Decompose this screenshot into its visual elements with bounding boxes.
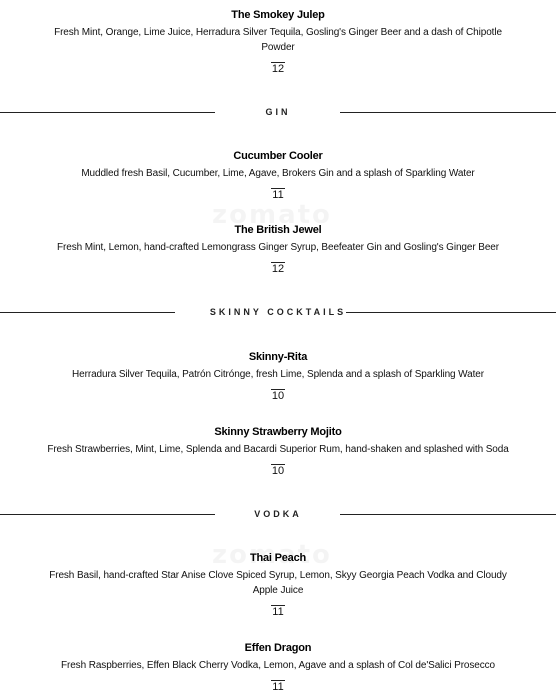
menu-item (0, 350, 556, 404)
item-name: Effen Dragon (244, 642, 312, 654)
item-name: Thai Peach (249, 552, 307, 564)
item-description: Muddled fresh Basil, Cucumber, Lime, Agave, Brokers Gin and a splash of Sparkling Water (81, 168, 475, 179)
item-name: The Smokey Julep (231, 9, 325, 21)
section-divider-right (340, 514, 556, 515)
section-header-vodka (0, 507, 556, 521)
item-name: Cucumber Cooler (233, 150, 323, 162)
section-title: SKINNY COCKTAILS (209, 307, 347, 317)
section-divider-right (346, 312, 556, 313)
item-price: 10 (271, 465, 285, 477)
section-header-skinny-cocktails (0, 305, 556, 319)
menu-item (0, 223, 556, 277)
item-description: Herradura Silver Tequila, Patrón Citrónge, fresh Lime, Splenda and a splash of Sparkling Water (72, 369, 484, 380)
item-price: 12 (271, 263, 285, 275)
item-price: 11 (272, 606, 284, 618)
item-name: The British Jewel (234, 224, 322, 236)
section-divider-right (340, 112, 556, 113)
item-name: Skinny-Rita (248, 351, 308, 363)
item-price: 10 (271, 390, 285, 402)
section-header-gin (0, 105, 556, 119)
item-description: Fresh Basil, hand-crafted Star Anise Clove Spiced Syrup, Lemon, Skyy Georgia Peach Vodka and Cloudy Apple Juice (49, 570, 507, 596)
section-title: VODKA (254, 509, 302, 519)
menu-item (0, 551, 556, 620)
item-description: Fresh Mint, Orange, Lime Juice, Herradura Silver Tequila, Gosling's Ginger Beer and a dash of Chipotle Powder (54, 27, 502, 53)
menu-item (0, 149, 556, 203)
menu-item (0, 8, 556, 77)
item-description: Fresh Raspberries, Effen Black Cherry Vodka, Lemon, Agave and a splash of Col de'Salici Prosecco (60, 660, 496, 671)
item-price: 11 (272, 681, 284, 693)
item-description: Fresh Mint, Lemon, hand-crafted Lemongrass Ginger Syrup, Beefeater Gin and Gosling's Ginger Beer (57, 242, 499, 253)
section-title: GIN (265, 107, 291, 117)
item-price: 12 (271, 63, 285, 75)
item-price: 11 (272, 189, 284, 201)
item-name: Skinny Strawberry Mojito (214, 426, 342, 438)
menu-item (0, 425, 556, 479)
menu-item (0, 641, 556, 695)
item-description: Fresh Strawberries, Mint, Lime, Splenda and Bacardi Superior Rum, hand-shaken and splashed with Soda (47, 444, 509, 455)
